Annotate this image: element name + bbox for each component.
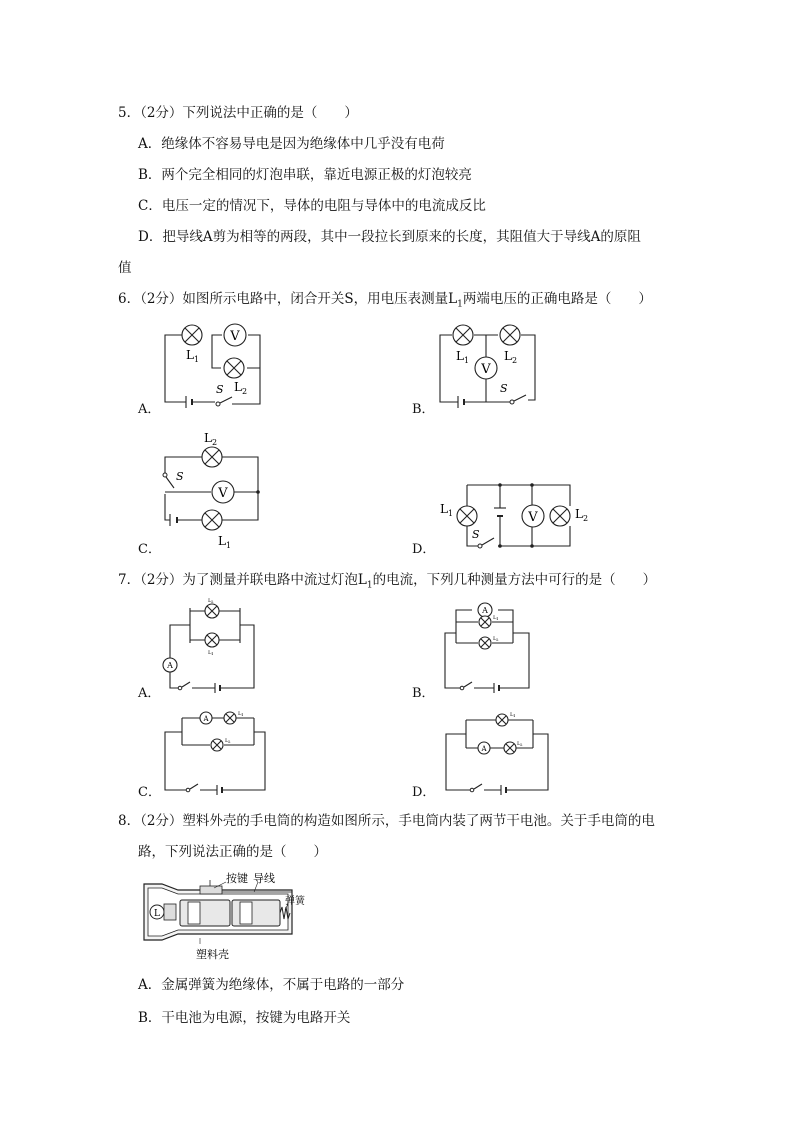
lamp-icon (550, 506, 570, 526)
lamp-label: L (575, 507, 583, 521)
lamp-icon (496, 714, 508, 726)
lamp-label: L (225, 738, 229, 744)
ammeter-symbol: A (482, 606, 488, 615)
q6-choice-c: C． (138, 542, 161, 557)
flashlight-figure (140, 868, 305, 963)
q8-stem-line2: 路，下列说法正确的是（ ） (138, 844, 327, 860)
q7-circuit-a (160, 598, 260, 693)
lamp-index: 2 (512, 356, 518, 365)
lamp-icon (211, 739, 223, 751)
lamp-index: 1 (211, 651, 214, 656)
q6-choice-b: B． (412, 402, 435, 417)
label-wire: 导线 (253, 872, 275, 885)
voltmeter-symbol: V (230, 329, 240, 344)
lamp-label: L (510, 712, 514, 718)
lamp-index: 2 (211, 599, 214, 604)
q6-circuit-b (428, 318, 548, 413)
lamp-icon (500, 325, 520, 345)
lamp-icon (479, 616, 491, 628)
q6-choice-d: D． (412, 542, 436, 557)
q7-choice-c: C． (138, 785, 161, 800)
q7-circuit-d (438, 708, 553, 793)
ammeter-symbol: A (167, 661, 173, 670)
lamp-icon (205, 604, 219, 618)
voltmeter-symbol: V (481, 362, 491, 377)
q8-option-a: A．金属弹簧为绝缘体，不属于电路的一部分 (138, 977, 405, 993)
q5-option-b: B．两个完全相同的灯泡串联，靠近电源正极的灯泡较亮 (138, 167, 472, 183)
lamp-label: L (234, 380, 242, 394)
lamp-label: L (204, 431, 212, 445)
lamp-label: L (218, 534, 226, 548)
lamp-icon (182, 325, 202, 345)
switch-label: S (500, 382, 508, 395)
lamp-label: L (208, 650, 212, 656)
lamp-index: 2 (212, 438, 218, 447)
lamp-index: 1 (241, 712, 244, 717)
lamp-index: 2 (228, 739, 231, 744)
label-spring: 弹簧 (285, 896, 305, 907)
lamp-label: L (440, 502, 448, 516)
label-shell: 塑料壳 (196, 948, 229, 961)
lamp-index: 1 (496, 616, 499, 621)
lamp-label: L (493, 615, 497, 621)
ammeter-symbol: A (481, 745, 487, 753)
lamp-label: L (493, 636, 497, 642)
lamp-label: L (504, 349, 512, 363)
q7-choice-a: A． (138, 686, 161, 701)
lamp-label: L (517, 741, 521, 747)
label-button: 按键 (226, 872, 248, 885)
switch-label: S (216, 383, 224, 396)
lamp-index: 1 (448, 509, 454, 518)
lamp-label: L (456, 349, 464, 363)
q8-stem-line1: 8．（2分）塑料外壳的手电筒的构造如图所示，手电筒内装了两节干电池。关于手电筒的电 (118, 813, 655, 829)
q7-stem: 7．（2分）为了测量并联电路中流过灯泡$L_1$的电流，下列几种测量方法中可行的是（ ） (118, 572, 657, 591)
voltmeter-symbol: V (528, 510, 538, 525)
lamp-label: L (238, 711, 242, 717)
q7-choice-b: B． (412, 686, 435, 701)
lamp-index: 1 (513, 713, 516, 718)
ammeter-symbol: A (203, 715, 209, 723)
lamp-index: 1 (194, 355, 200, 364)
lamp-label: L (186, 348, 194, 362)
lamp-icon (202, 510, 222, 530)
lamp-index: 2 (583, 514, 589, 523)
lamp-index: 2 (242, 387, 248, 396)
lamp-icon (205, 633, 219, 647)
q6-circuit-c (148, 428, 268, 548)
lamp-label: L (208, 598, 212, 604)
q7-circuit-c (160, 708, 270, 793)
q5-option-d: D．把导线A剪为相等的两段，其中一段拉长到原来的长度，其阻值大于导线A的原阻 (138, 229, 641, 245)
lamp-index: 2 (520, 742, 523, 747)
q5-option-a: A．绝缘体不容易导电是因为绝缘体中几乎没有电荷 (138, 136, 445, 152)
lamp-icon (504, 742, 516, 754)
q6-stem: 6．（2分）如图所示电路中，闭合开关S，用电压表测量$L_1$两端电压的正确电路是（ ） (118, 291, 652, 310)
q7-choice-d: D． (412, 785, 436, 800)
lamp-index: 1 (464, 356, 470, 365)
switch-label: S (176, 470, 184, 483)
lamp-icon (224, 358, 244, 378)
voltmeter-symbol: V (218, 486, 228, 501)
q8-option-b: B．干电池为电源，按键为电路开关 (138, 1010, 351, 1026)
q6-circuit-d (440, 478, 600, 553)
lamp-index: 1 (226, 541, 232, 550)
q5-option-d-wrap: 值 (118, 260, 132, 276)
lamp-icon (453, 325, 473, 345)
lamp-icon (202, 447, 222, 467)
bulb-symbol: L (154, 909, 160, 919)
lamp-index: 2 (496, 637, 499, 642)
q5-option-c: C．电压一定的情况下，导体的电阻与导体中的电流成反比 (138, 198, 486, 214)
switch-label: S (472, 528, 480, 541)
q6-circuit-a (150, 318, 280, 413)
lamp-icon (457, 506, 477, 526)
lamp-icon (224, 712, 236, 724)
q5-stem: 5．（2分）下列说法中正确的是（ ） (118, 105, 358, 121)
q7-circuit-b (440, 598, 535, 693)
q6-choice-a: A． (138, 402, 161, 417)
lamp-icon (479, 637, 491, 649)
